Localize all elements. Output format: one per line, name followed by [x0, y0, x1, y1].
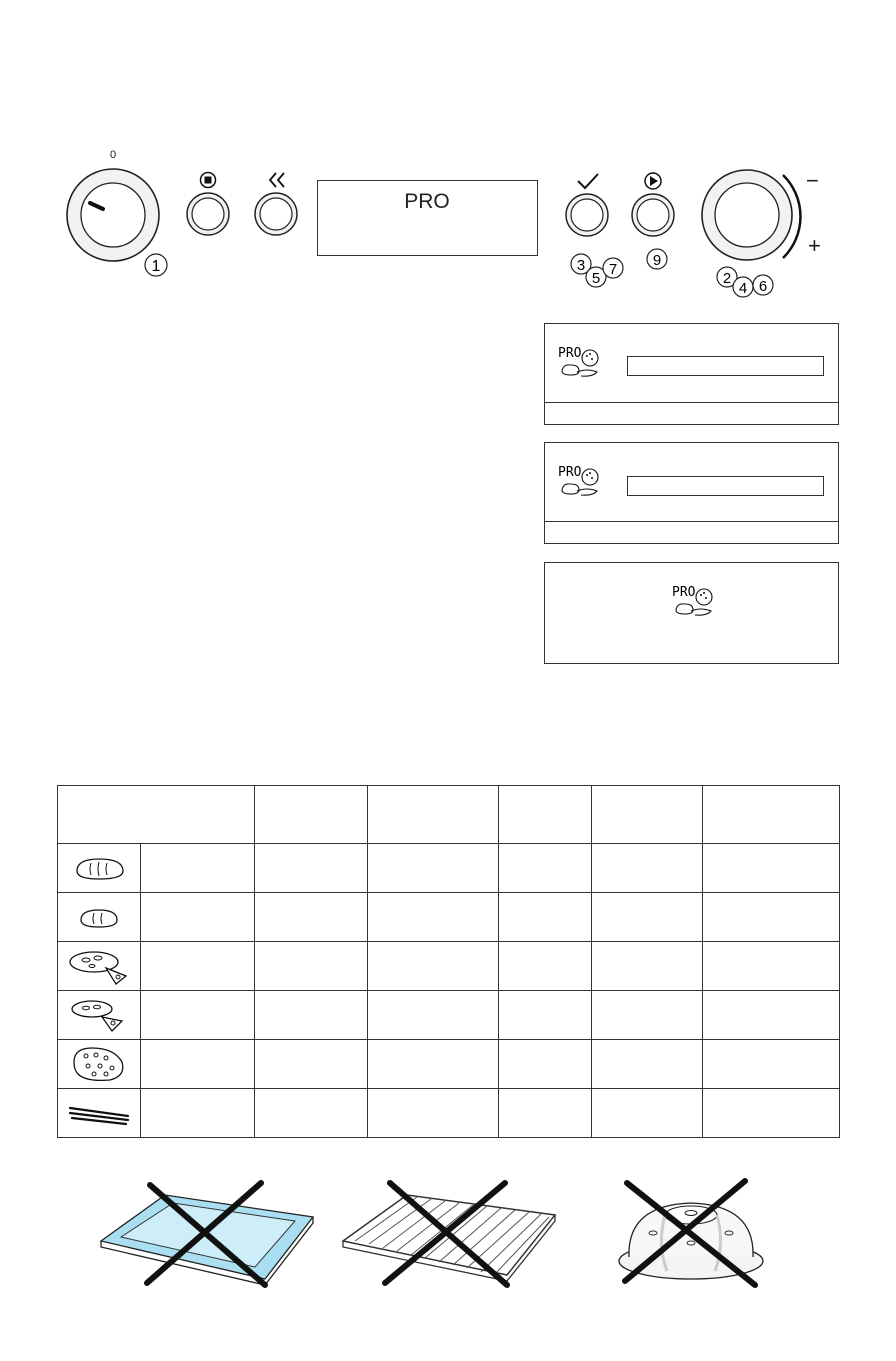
table-cell	[255, 942, 368, 991]
table-header-cell	[58, 786, 255, 844]
screen-strip	[545, 521, 838, 522]
stop-button[interactable]	[187, 193, 229, 235]
svg-text:PRO: PRO	[558, 465, 582, 480]
progress-bar	[627, 476, 824, 496]
table-header-cell	[703, 786, 840, 844]
table-header-cell	[255, 786, 368, 844]
svg-text:PRO: PRO	[672, 585, 696, 600]
adjust-knob[interactable]	[702, 170, 792, 260]
svg-text:5: 5	[591, 270, 601, 287]
pizza-large-icon	[66, 946, 132, 986]
screen-2	[544, 442, 839, 544]
table-cell	[141, 1040, 255, 1089]
table-cell	[499, 1040, 592, 1089]
table-row	[58, 893, 840, 942]
table-cell	[368, 991, 499, 1040]
table-cell	[141, 942, 255, 991]
table-icon-cell	[58, 844, 141, 893]
control-panel	[0, 0, 896, 310]
svg-text:1: 1	[151, 258, 161, 275]
table-cell	[368, 1089, 499, 1138]
svg-text:6: 6	[758, 278, 768, 295]
plus-label: +	[808, 233, 821, 258]
table-cell	[368, 893, 499, 942]
double-chevron-left-icon	[270, 173, 284, 187]
table-cell	[703, 1089, 840, 1138]
table-cell	[255, 893, 368, 942]
table-cell	[703, 991, 840, 1040]
table-header-cell	[592, 786, 703, 844]
table-cell	[499, 844, 592, 893]
wire-rack-icon	[335, 1175, 565, 1290]
play-icon	[645, 173, 661, 189]
screen-3	[544, 562, 839, 664]
callout-6	[753, 275, 773, 295]
focaccia-icon	[66, 1042, 132, 1086]
table-cell	[141, 893, 255, 942]
table-cell	[499, 991, 592, 1040]
screen-strip	[545, 402, 838, 403]
confirm-button[interactable]	[566, 194, 608, 236]
back-button[interactable]	[255, 193, 297, 235]
start-button[interactable]	[632, 194, 674, 236]
table-row	[58, 942, 840, 991]
table-icon-cell	[58, 942, 141, 991]
callout-9	[647, 249, 667, 269]
table-cell	[368, 1040, 499, 1089]
table-cell	[592, 844, 703, 893]
svg-text:3: 3	[576, 257, 586, 274]
table-header-cell	[499, 786, 592, 844]
table-cell	[703, 1040, 840, 1089]
table-cell	[592, 942, 703, 991]
pro-bread-icon	[557, 463, 603, 499]
svg-text:PRO: PRO	[558, 346, 582, 361]
table-cell	[368, 942, 499, 991]
table-cell	[592, 991, 703, 1040]
table-row	[58, 1040, 840, 1089]
screen-1	[544, 323, 839, 425]
callout-7	[603, 258, 623, 278]
table-row	[58, 991, 840, 1040]
display-text: PRO	[404, 190, 450, 213]
breadsticks-icon	[64, 1098, 134, 1128]
table-icon-cell	[58, 1040, 141, 1089]
callout-4	[733, 277, 753, 297]
table-cell	[703, 844, 840, 893]
svg-text:9: 9	[652, 252, 662, 269]
svg-text:4: 4	[738, 280, 748, 297]
pro-bread-icon	[557, 344, 603, 380]
table-cell	[141, 991, 255, 1040]
table-header-cell	[368, 786, 499, 844]
table-icon-cell	[58, 893, 141, 942]
table-cell	[141, 1089, 255, 1138]
table-cell	[592, 1040, 703, 1089]
table-cell	[499, 893, 592, 942]
bread-loaf-small-icon	[69, 900, 129, 934]
table-cell	[255, 1040, 368, 1089]
table-cell	[499, 1089, 592, 1138]
zero-label: 0	[109, 149, 117, 161]
table-cell	[592, 893, 703, 942]
table-cell	[255, 1089, 368, 1138]
table-cell	[368, 844, 499, 893]
svg-text:2: 2	[722, 270, 732, 287]
progress-bar	[627, 356, 824, 376]
svg-text:7: 7	[608, 261, 618, 278]
callout-1	[145, 254, 167, 276]
pro-bread-icon	[671, 583, 717, 619]
table-row	[58, 1089, 840, 1138]
microwave-cover-icon	[605, 1175, 780, 1290]
table-icon-cell	[58, 991, 141, 1040]
checkmark-icon	[578, 174, 598, 188]
table-icon-cell	[58, 1089, 141, 1138]
baking-tray-icon	[95, 1175, 325, 1290]
stop-icon	[201, 173, 216, 188]
table-header-row	[58, 786, 840, 844]
table-cell	[141, 844, 255, 893]
table-cell	[255, 991, 368, 1040]
recipe-table	[57, 785, 840, 1138]
table-cell	[592, 1089, 703, 1138]
minus-label: −	[806, 168, 819, 193]
pizza-small-icon	[66, 995, 132, 1035]
table-cell	[499, 942, 592, 991]
table-cell	[703, 893, 840, 942]
table-row	[58, 844, 840, 893]
bread-loaf-large-icon	[69, 851, 129, 885]
table-cell	[703, 942, 840, 991]
table-cell	[255, 844, 368, 893]
selector-knob[interactable]	[67, 169, 159, 261]
